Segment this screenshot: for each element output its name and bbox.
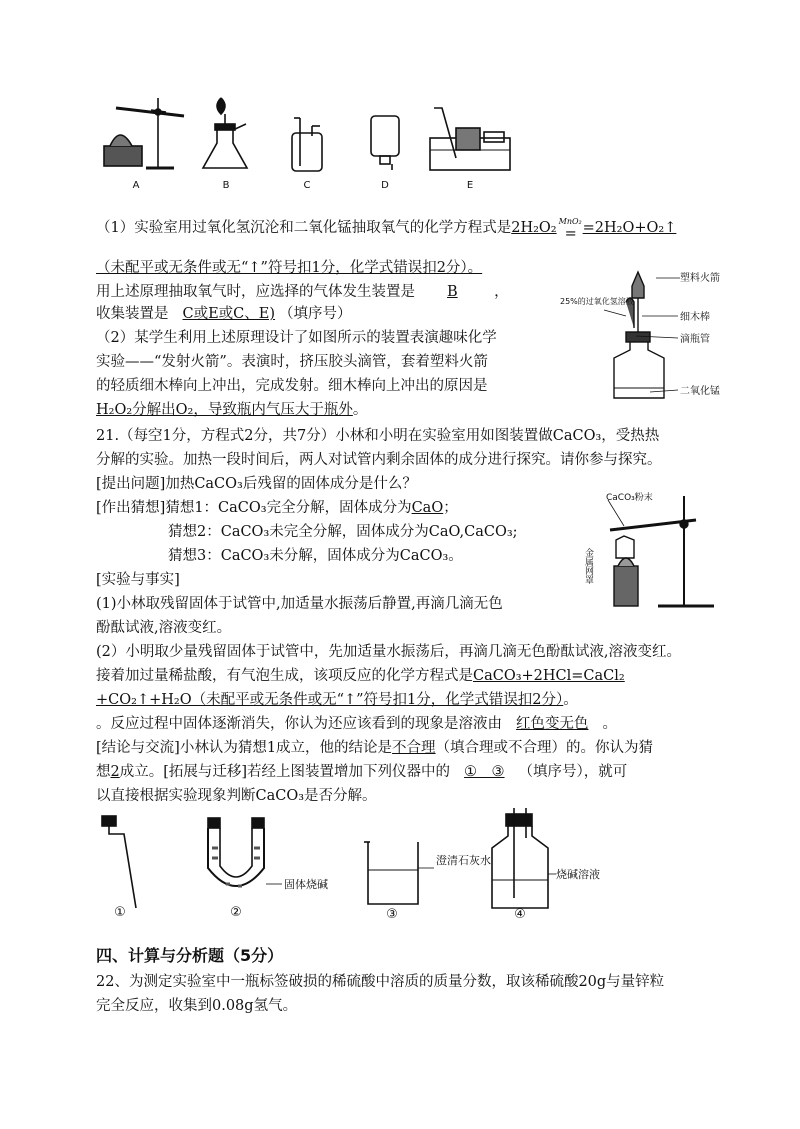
figure-label-b: B (222, 180, 230, 191)
figure-label-c: C (303, 180, 311, 191)
q21-exp1-line2: 酚酞试液,溶液变红。 (96, 620, 232, 636)
label-naoh-solution: 烧碱溶液 (556, 868, 600, 881)
instrument-label-2: ② (230, 905, 242, 920)
rocket-label-dropper: 滴瓶管 (680, 334, 710, 345)
q20-generator-answer: B (447, 284, 458, 300)
conclusion-answer: 不合理 (392, 740, 436, 756)
hypothesis1-post: ； (443, 500, 458, 516)
q21-equation-part2: +CO₂↑+H₂O（未配平或无条件或无“↑”符号扣1分，化学式错误扣2分） (96, 692, 564, 708)
q20-part2-line3: 的轻质细木棒向上冲出，完成发射。细木棒向上冲出的原因是 (96, 378, 488, 394)
figure-label-e: E (466, 180, 474, 191)
q20-generator-prompt: 用上述原理抽取氧气时，应选择的气体发生装置是 (96, 284, 415, 300)
instruments-figure (96, 808, 636, 920)
q22-line1: 22、为测定实验室中一瓶标签破损的稀硫酸中溶质的质量分数，取该稀硫酸20g与量锌粒 (96, 974, 665, 990)
conclusion-prompt: [结论与交流]小林认为猜想1成立，他的结论是 (96, 740, 393, 756)
equation-prompt: 接着加过量稀盐酸，有气泡生成，该项反应的化学方程式是 (96, 668, 473, 684)
rocket-label-mno2: 二氧化锰 (680, 386, 720, 397)
q20-collector-answer: C或E或C、E) (182, 306, 276, 322)
figure-label-a: A (132, 180, 140, 191)
conclusion-post: （填合理或不合理）的。你认为猜 (435, 740, 654, 756)
heat-label-caco3: CaCO₃粉末 (606, 493, 653, 503)
extension-prefix: 想 (96, 764, 111, 780)
q21-final-line: 以直接根据实验现象判断CaCO₃是否分解。 (96, 788, 377, 804)
q21-exp2-line3 (96, 690, 578, 710)
q21-conclusion-line (96, 738, 653, 758)
catalyst-condition (557, 217, 583, 242)
phenomenon-post: 。 (602, 716, 617, 732)
instrument-label-1: ① (114, 905, 126, 920)
q21-equation-part1: CaCO₃+2HCl=CaCl₂ (473, 668, 625, 684)
q21-exp2-line1: (2）小明取少量残留固体于试管中，先加适量水振荡后，再滴几滴无色酚酞试液,溶液变红。 (96, 644, 681, 660)
q21-line1: 21.（每空1分，方程式2分，共7分）小林和小明在实验室用如图装置做CaCO₃，受热热 (96, 428, 660, 444)
hypothesis-answer: 2 (110, 764, 120, 780)
rocket-label-plastic-rocket: 塑料火箭 (680, 273, 720, 284)
q20-part2-answer: H₂O₂分解出O₂，导致瓶内气压大于瓶外 (96, 402, 353, 418)
phenomenon-answer: 红色变无色 (516, 716, 589, 732)
section4-heading: 四、计算与分析题（5分） (96, 946, 284, 965)
apparatus-figure-a-e (96, 88, 536, 193)
instrument-label-3: ③ (386, 907, 398, 922)
q20-part1-note: （未配平或无条件或无“↑”符号扣1分，化学式错误扣2分）。 (96, 260, 483, 276)
instrument-answer: ① ③ (464, 764, 505, 780)
rocket-label-stick: 细木棒 (680, 312, 710, 323)
q20-part1-line (96, 217, 677, 242)
q21-hypothesis2: 猜想2：CaCO₃未完全分解，固体成分为CaO,CaCO₃; (168, 524, 518, 540)
heating-apparatus-figure (583, 488, 718, 612)
label-solid-naoh: 固体烧碱 (284, 878, 328, 891)
label-limewater: 澄清石灰水 (436, 854, 491, 867)
q20-collector-prompt: 收集装置是 (96, 306, 169, 322)
hypothesis1-answer: CaO (411, 500, 444, 516)
q21-experiment-heading: [实验与事实] (96, 572, 180, 588)
equation-rhs: =2H₂O+O₂↑ (582, 220, 677, 236)
q20-part2-line1: （2）某学生利用上述原理设计了如图所示的装置表演趣味化学 (96, 330, 497, 346)
rocket-apparatus-figure (560, 268, 720, 408)
q22-line2: 完全反应，收集到0.08g氢气。 (96, 998, 298, 1014)
figure-label-d: D (381, 180, 389, 191)
q21-phenomenon-line (96, 714, 617, 734)
equation-lhs: 2H₂O₂ (511, 220, 557, 236)
q20-collector-line (96, 304, 352, 324)
heat-label-metal-mesh: 金属网罩 (583, 548, 593, 584)
hypothesis1-text: [作出猜想]猜想1：CaCO₃完全分解，固体成分为 (96, 500, 412, 516)
q21-line2: 分解的实验。加热一段时间后，两人对试管内剩余固体的成分进行探究。请你参与探究。 (96, 452, 662, 468)
q20-part1-intro: （1）实验室用过氧化氢沉沦和二氧化锰抽取氧气的化学方程式是 (96, 220, 512, 236)
instrument-label-4: ④ (514, 907, 526, 922)
q20-generator-line: 用上述原理抽取氧气时，应选择的气体发生装置是 B ， (96, 284, 509, 300)
extension-mid: 成立。[拓展与迁移]若经上图装置增加下列仪器中的 (119, 764, 451, 780)
q21-question: [提出问题]加热CaCO₃后残留的固体成分是什么？ (96, 476, 417, 492)
equation-end: 。 (563, 692, 578, 708)
q20-part2-answer-line: H₂O₂分解出O₂，导致瓶内气压大于瓶外。 (96, 402, 368, 418)
q21-exp1-line1: (1)小林取残留固体于试管中,加适量水振荡后静置,再滴几滴无色 (96, 596, 503, 612)
catalyst-label: MnO₂ (558, 217, 582, 226)
q21-exp2-line2 (96, 666, 625, 686)
rocket-label-h2o2-solution: 25%的过氧化氢溶液 (560, 297, 634, 306)
q21-extension-line (96, 762, 627, 782)
phenomenon-prompt: 。反应过程中固体逐渐消失，你认为还应该看到的现象是溶液由 (96, 716, 502, 732)
equals-sign: = (564, 226, 577, 242)
q21-hypothesis3: 猜想3：CaCO₃未分解，固体成分为CaCO₃。 (168, 548, 463, 564)
q21-hypothesis1-line (96, 498, 458, 518)
q20-part2-line2: 实验——“发射火箭”。表演时，挤压胶头滴管，套着塑料火箭 (96, 354, 488, 370)
extension-post: （填序号），就可 (518, 764, 628, 780)
q20-collector-post: （填序号） (279, 306, 352, 322)
